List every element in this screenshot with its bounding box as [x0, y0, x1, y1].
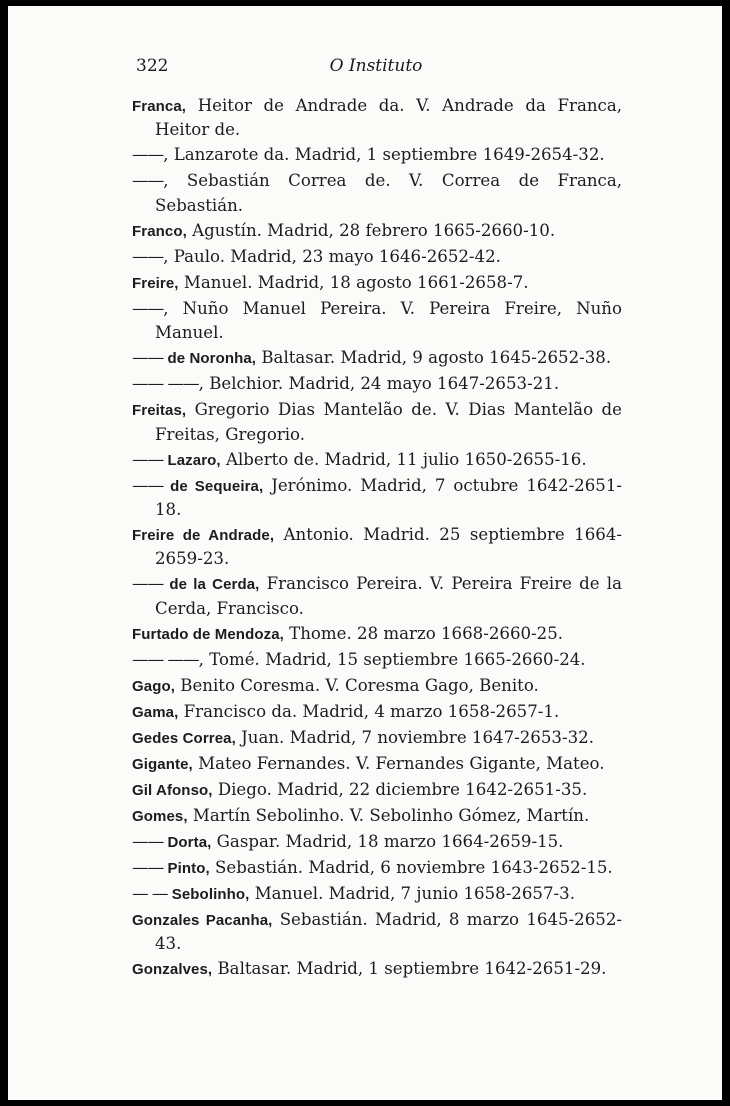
entry-keyword: Gomes, — [132, 807, 188, 825]
entry-text: Gregorio Dias Mantelão de. V. Dias Mantelão de Freitas, Gregorio. — [155, 400, 622, 444]
index-entry — [132, 752, 622, 776]
entry-dash: —— — [132, 246, 164, 266]
index-entries — [132, 94, 622, 983]
entry-keyword: de Sequeira, — [170, 477, 264, 495]
index-entry — [132, 856, 622, 880]
index-entry — [132, 804, 622, 828]
index-entry — [132, 648, 622, 672]
index-entry — [132, 882, 622, 906]
entry-text: Sebastián. Madrid, 6 noviembre 1643-2652-15. — [209, 857, 613, 877]
entry-text: Benito Coresma. V. Coresma Gago, Benito. — [175, 675, 539, 695]
entry-text: Mateo Fernandes. V. Fernandes Gigante, Mateo. — [192, 753, 605, 773]
index-entry — [132, 372, 622, 396]
entry-text: Jerónimo. Madrid, 7 octubre 1642-2651-18. — [155, 475, 623, 520]
entry-dash: —— —— — [132, 374, 199, 394]
index-entry — [132, 572, 622, 620]
entry-keyword: Freire, — [132, 274, 179, 292]
entry-text: , Sebastián Correa de. V. Correa de Franca, Sebastián. — [155, 171, 622, 215]
entry-text: Sebastián. Madrid, 8 marzo 1645-2652-43. — [155, 909, 622, 954]
entry-keyword: Freire de Andrade, — [132, 527, 275, 545]
page-header — [136, 56, 616, 82]
entry-keyword: de la Cerda, — [169, 576, 260, 594]
index-entry — [132, 908, 622, 956]
entry-dash: —— — [132, 171, 164, 191]
index-entry — [132, 398, 622, 446]
index-entry — [132, 700, 622, 724]
entry-text: Manuel. Madrid, 18 agosto 1661-2658-7. — [178, 272, 529, 292]
entry-keyword: Dorta, — [167, 833, 212, 851]
entry-keyword: Sebolinho, — [171, 885, 250, 903]
index-entry — [132, 143, 622, 167]
index-entry — [132, 245, 622, 269]
entry-keyword: Lazaro, — [167, 451, 221, 469]
index-entry — [132, 957, 622, 981]
entry-text: Antonio. Madrid. 25 septiembre 1664-2659-23. — [155, 525, 622, 569]
entry-text: , Nuño Manuel Pereira. V. Pereira Freire, Nuño Manuel. — [155, 298, 622, 343]
entry-keyword: Gama, — [132, 703, 179, 721]
entry-text: , Tomé. Madrid, 15 septiembre 1665-2660-24. — [198, 649, 586, 669]
index-entry — [132, 448, 622, 472]
entry-keyword: Gonzales Pacanha, — [132, 911, 273, 929]
entry-text: , Lanzarote da. Madrid, 1 septiembre 1649-2654-32. — [163, 145, 605, 165]
entry-keyword: Gonzalves, — [132, 961, 213, 979]
entry-dash: —— — [132, 475, 171, 495]
entry-text: Diego. Madrid, 22 diciembre 1642-2651-35. — [212, 779, 588, 799]
index-entry — [132, 830, 622, 854]
entry-keyword: Gigante, — [132, 755, 193, 773]
entry-text: Alberto de. Madrid, 11 julio 1650-2655-16. — [220, 449, 587, 469]
index-entry — [132, 622, 622, 646]
entry-keyword: Pinto, — [167, 859, 210, 877]
entry-text: Heitor de Andrade da. V. Andrade da Franca, Heitor de. — [155, 96, 622, 140]
entry-text: Thome. 28 marzo 1668-2660-25. — [283, 623, 564, 643]
entry-text: Juan. Madrid, 7 noviembre 1647-2653-32. — [235, 727, 594, 747]
entry-keyword: Gil Afonso, — [132, 781, 213, 799]
running-title: O Instituto — [329, 56, 423, 76]
entry-text: Francisco Pereira. V. Pereira Freire de la Cerda, Francisco. — [155, 574, 622, 618]
entry-keyword: Furtado de Mendoza, — [132, 625, 284, 643]
book-page — [8, 6, 722, 1100]
entry-dash: —— — [132, 857, 168, 877]
entry-text: Francisco da. Madrid, 4 marzo 1658-2657-1. — [178, 701, 560, 721]
index-entry — [132, 297, 622, 345]
entry-dash: —— — [132, 449, 168, 469]
index-entry — [132, 726, 622, 750]
entry-keyword: Freitas, — [132, 402, 187, 420]
entry-dash: —— — [132, 831, 168, 851]
index-entry — [132, 271, 622, 295]
entry-dash: —— — [132, 348, 168, 368]
entry-text: Martín Sebolinho. V. Sebolinho Gómez, Martín. — [187, 805, 590, 825]
entry-dash: —— — [132, 145, 164, 165]
entry-text: Baltasar. Madrid, 9 agosto 1645-2652-38. — [256, 348, 612, 368]
entry-text: Manuel. Madrid, 7 junio 1658-2657-3. — [249, 883, 575, 903]
entry-keyword: de Noronha, — [167, 350, 257, 368]
entry-keyword: Franco, — [132, 222, 187, 240]
index-entry — [132, 778, 622, 802]
entry-dash: —— —— — [132, 649, 199, 669]
entry-dash: —— — [132, 298, 164, 318]
index-entry — [132, 169, 622, 217]
index-entry — [132, 674, 622, 698]
index-entry — [132, 523, 622, 571]
index-entry — [132, 346, 622, 370]
page-number: 322 — [136, 56, 169, 76]
entry-keyword: Franca, — [132, 98, 187, 115]
entry-dash: — — — [132, 883, 172, 903]
entry-text: Gaspar. Madrid, 18 marzo 1664-2659-15. — [211, 831, 564, 851]
index-entry — [132, 94, 622, 142]
entry-text: , Paulo. Madrid, 23 mayo 1646-2652-42. — [163, 246, 501, 266]
entry-text: Baltasar. Madrid, 1 septiembre 1642-2651-29. — [212, 959, 607, 979]
entry-keyword: Gedes Correa, — [132, 729, 236, 747]
entry-keyword: Gago, — [132, 677, 176, 695]
index-entry — [132, 219, 622, 243]
index-entry — [132, 474, 622, 522]
entry-dash: —— — [132, 574, 170, 594]
entry-text: , Belchior. Madrid, 24 mayo 1647-2653-21. — [198, 374, 560, 394]
entry-text: Agustín. Madrid, 28 febrero 1665-2660-10. — [186, 220, 556, 240]
